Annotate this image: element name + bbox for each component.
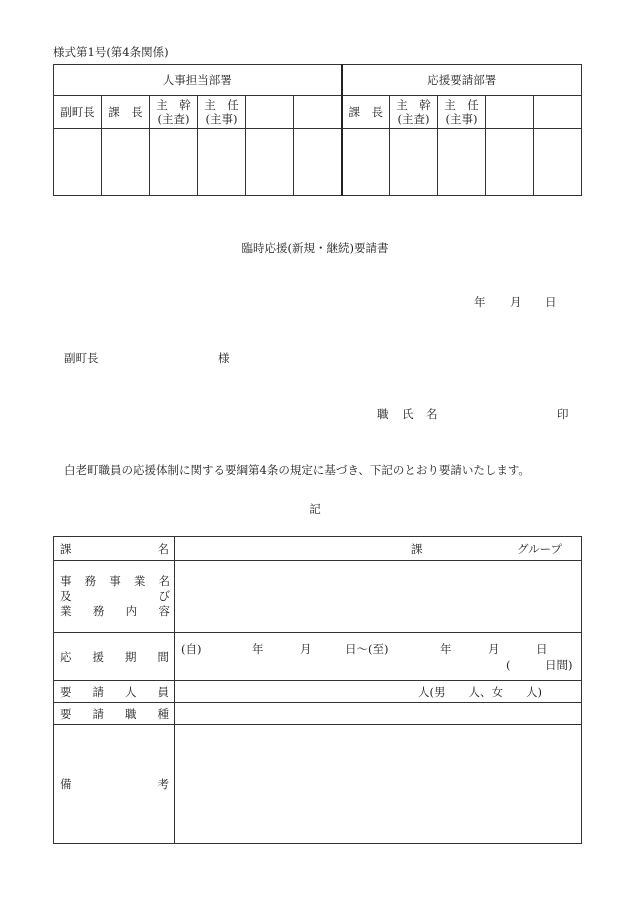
row-label: 備 考 [54,725,175,844]
ki-heading: 記 [309,502,321,516]
stamp-box [54,129,102,196]
addressee-honorific: 様 [218,351,230,365]
hr-department-header: 人事担当部署 [54,65,342,96]
date-day: 日 [545,295,557,309]
role-cell: 主 幹 (主査) [150,96,198,129]
stamp-box [198,129,246,196]
stamp-row [54,129,582,196]
role-cell [534,96,582,129]
role-cell: 課 長 [102,96,150,129]
table-row [54,561,582,633]
row-label: 応 援 期 間 [54,633,175,681]
table-row [54,537,582,561]
role-cell [246,96,294,129]
seal-mark: 印 [557,407,569,421]
remarks-value [175,725,582,844]
stamp-box [390,129,438,196]
row-label: 要 請 職 種 [54,703,175,725]
role-cell [486,96,534,129]
stamp-box [294,129,342,196]
stamp-box [486,129,534,196]
signature-label-char: 名 [426,407,438,421]
role-row [54,96,582,129]
stamp-box [534,129,582,196]
row-label: 課 名 [54,537,175,561]
stamp-box [246,129,294,196]
stamp-box [438,129,486,196]
document-title: 臨時応援(新規・継続)要請書 [241,241,389,255]
role-cell: 課 長 [342,96,390,129]
date-month: 月 [510,295,522,309]
table-row [54,703,582,725]
stamp-box [342,129,390,196]
request-detail-table [53,536,582,844]
support-period-value: (自) 年 月 日～(至) 年 月 日 ( 日間) [175,633,582,681]
row-label: 要 請 人 員 [54,681,175,703]
role-cell [294,96,342,129]
approval-stamp-table [53,64,582,196]
stamp-box [150,129,198,196]
section-value: 課 グループ [175,537,582,561]
date-year: 年 [474,295,486,309]
body-text: 白老町職員の応援体制に関する要綱第4条の規定に基づき、下記のとおり要請いたします。 [64,463,530,477]
row-label: 事 務 事 業 名 及 び 業 務 内 容 [54,561,175,633]
signature-label-char: 職 [377,407,389,421]
role-cell: 主 任 (主事) [438,96,486,129]
personnel-value: 人(男 人、女 人) [175,681,582,703]
table-row [54,725,582,844]
role-cell: 主 任 (主事) [198,96,246,129]
job-type-value [175,703,582,725]
role-cell: 主 幹 (主査) [390,96,438,129]
table-row [54,681,582,703]
addressee-role: 副町長 [64,351,99,365]
signature-label-char: 氏 [402,407,414,421]
requesting-department-header: 応援要請部署 [342,65,582,96]
role-cell: 副町長 [54,96,102,129]
table-row [54,633,582,681]
business-content-value [175,561,582,633]
form-number: 様式第1号(第4条関係) [53,45,169,59]
stamp-box [102,129,150,196]
